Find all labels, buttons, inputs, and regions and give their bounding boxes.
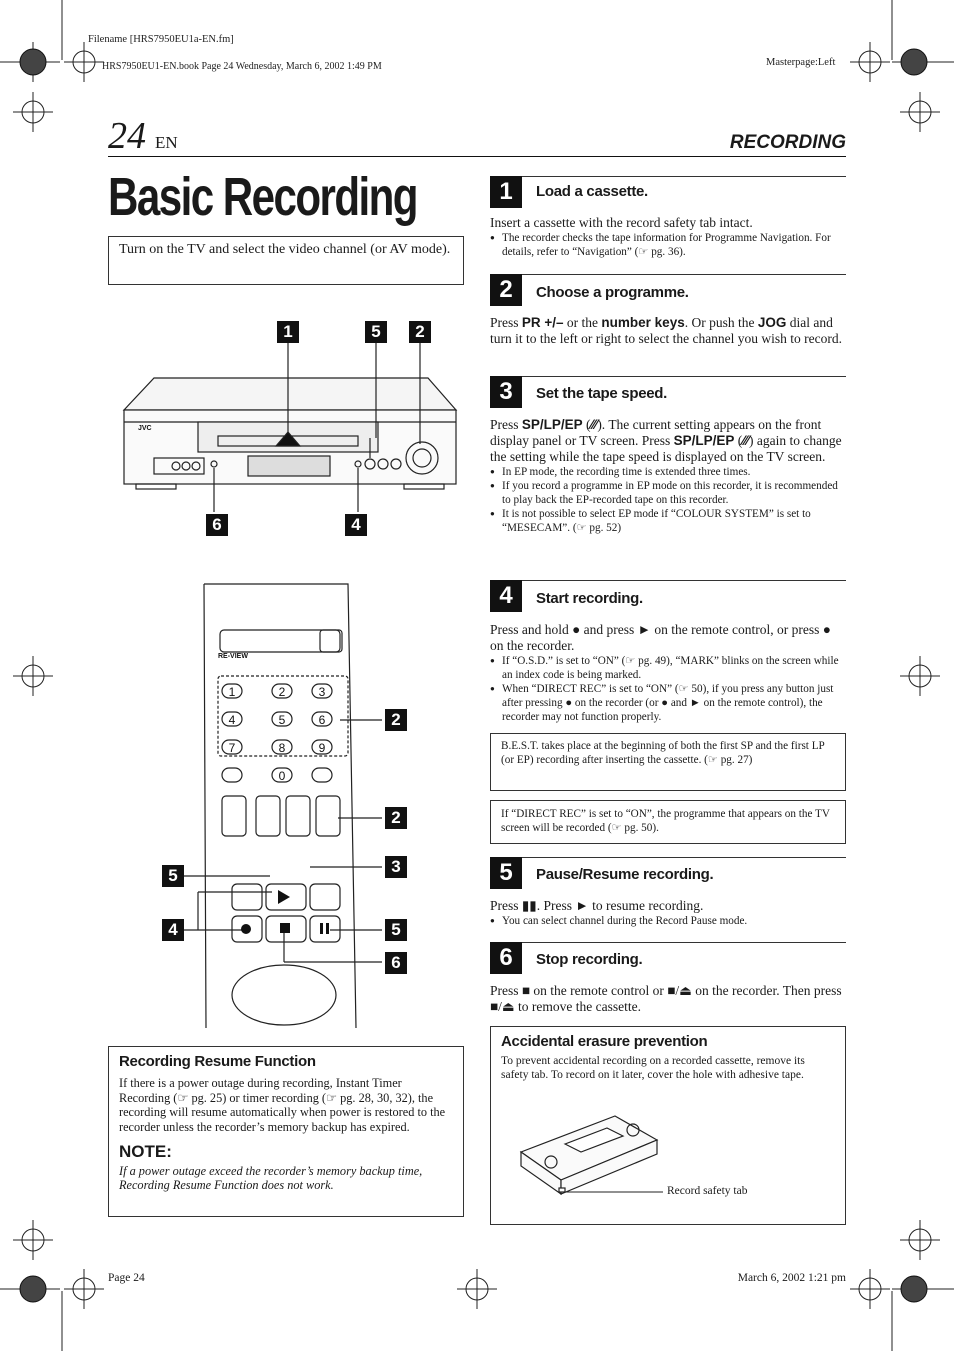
step-5-bullet-1: ● You can select channel during the Record Pause mode. xyxy=(490,914,846,928)
step-3-rule xyxy=(490,376,846,377)
note-text: If a power outage exceed the recorder’s memory backup time, Recording Resume Function does not work. xyxy=(119,1164,423,1192)
step-1-rule xyxy=(490,176,846,177)
step-3-bullet-1: ● In EP mode, the recording time is extended three times. xyxy=(490,465,846,479)
step-4-bullet-2: ● When “DIRECT REC” is set to “ON” (☞ 50), if you press any button just after pressing ● on the recorder (or ● and ► on the remote control), the recorder may not function properly. xyxy=(490,682,846,724)
remote-callout-2b: 2 xyxy=(385,807,407,829)
step-3-body: Press SP/LP/EP (⁄⁄⁄). The current setting appears on the front display panel or TV screen. Press SP/LP/EP (⁄⁄⁄) again to change the setting while the tape speed is displayed on the TV screen. xyxy=(490,417,842,464)
remote-callout-5b: 5 xyxy=(385,919,407,941)
step-6-badge: 6 xyxy=(490,942,522,974)
key-2: 2 xyxy=(278,685,286,699)
step-3-content xyxy=(490,417,846,535)
resume-body: If there is a power outage during recording, Instant Timer Recording (☞ pg. 25) or timer recording (☞ pg. 28, 30, 32), the recording will resume automatically when power is restored to the recorder unless the recorder’s memory backup has expired. xyxy=(119,1076,446,1134)
step-2-body: Press PR +/– or the number keys. Or push the JOG dial and turn it to the left or right to select the channel you wish to record. xyxy=(490,315,843,346)
direct-rec-note-box xyxy=(490,800,846,844)
key-3: 3 xyxy=(318,685,326,699)
step-6-rule xyxy=(490,942,846,943)
step-5-badge: 5 xyxy=(490,857,522,889)
section-title: RECORDING xyxy=(729,132,846,153)
page-number: 24 xyxy=(108,115,146,157)
record-safety-tab-label: Record safety tab xyxy=(667,1185,748,1197)
remote-review-label: RE-VIEW xyxy=(218,653,248,660)
intro-box xyxy=(108,236,464,285)
recorder-callout-2: 2 xyxy=(409,321,431,343)
step-6-title: Stop recording. xyxy=(536,951,643,968)
page-title: Basic Recording xyxy=(108,167,417,227)
step-4-badge: 4 xyxy=(490,580,522,612)
step-4-content xyxy=(490,622,846,724)
step-3-badge: 3 xyxy=(490,376,522,408)
remote-callout-6: 6 xyxy=(385,952,407,974)
remote-callout-2a: 2 xyxy=(385,709,407,731)
remote-callout-3: 3 xyxy=(385,856,407,878)
direct-rec-note-text: If “DIRECT REC” is set to “ON”, the programme that appears on the TV screen will be recorded (☞ pg. 50). xyxy=(501,808,830,834)
step-5-body: Press ▮▮. Press ► to resume recording. xyxy=(490,898,704,913)
header-rule xyxy=(108,156,846,157)
key-9: 9 xyxy=(318,741,326,755)
masterpage: Masterpage:Left xyxy=(766,57,836,68)
step-1-badge: 1 xyxy=(490,176,522,208)
key-6: 6 xyxy=(318,713,326,727)
erasure-body: To prevent accidental recording on a recorded cassette, remove its safety tab. To record on it later, cover the hole with adhesive tape. xyxy=(501,1055,805,1081)
step-4-title: Start recording. xyxy=(536,590,643,607)
brand-text: JVC xyxy=(138,425,152,432)
recorder-callout-6: 6 xyxy=(206,514,228,536)
best-note-text: B.E.S.T. takes place at the beginning of both the first SP and the first LP (or EP) recording after inserting the cassette. (☞ pg. 27) xyxy=(501,740,825,766)
note-label: NOTE: xyxy=(119,1142,172,1161)
step-4-rule xyxy=(490,580,846,581)
step-5-content xyxy=(490,898,846,928)
footer-date: March 6, 2002 1:21 pm xyxy=(737,1272,846,1284)
step-4-body: Press and hold ● and press ► on the remote control, or press ● on the recorder. xyxy=(490,622,831,653)
step-5-rule xyxy=(490,857,846,858)
step-5-title: Pause/Resume recording. xyxy=(536,866,714,883)
recorder-callout-4: 4 xyxy=(345,514,367,536)
remote-illustration xyxy=(160,580,410,1028)
remote-callout-5a: 5 xyxy=(162,865,184,887)
step-2-rule xyxy=(490,274,846,275)
intro-text: Turn on the TV and select the video channel (or AV mode). xyxy=(119,242,451,257)
resume-title: Recording Resume Function xyxy=(119,1053,316,1070)
step-1-body: Insert a cassette with the record safety tab intact. xyxy=(490,215,753,230)
key-1: 1 xyxy=(228,685,236,699)
cassette-illustration xyxy=(515,1108,665,1208)
step-1-title: Load a cassette. xyxy=(536,183,648,200)
key-0: 0 xyxy=(278,769,286,783)
vcr-illustration xyxy=(108,318,464,543)
best-note-box xyxy=(490,733,846,791)
key-7: 7 xyxy=(228,741,236,755)
step-2-badge: 2 xyxy=(490,274,522,306)
book-info: HRS7950EU1-EN.book Page 24 Wednesday, March 6, 2002 1:49 PM xyxy=(102,61,382,72)
recorder-callout-5: 5 xyxy=(365,321,387,343)
step-3-title: Set the tape speed. xyxy=(536,385,668,402)
footer-page: Page 24 xyxy=(108,1272,145,1284)
step-1-bullet-1: ● The recorder checks the tape information for Programme Navigation. For details, refer to “Navigation” (☞ pg. 36). xyxy=(490,231,846,259)
key-5: 5 xyxy=(278,713,286,727)
step-2-title: Choose a programme. xyxy=(536,284,689,301)
key-4: 4 xyxy=(228,713,236,727)
recorder-callout-1: 1 xyxy=(277,321,299,343)
filename: Filename [HRS7950EU1a-EN.fm] xyxy=(88,34,234,45)
remote-callout-4: 4 xyxy=(162,919,184,941)
resume-box xyxy=(108,1046,464,1217)
step-1-content xyxy=(490,215,846,259)
step-4-bullet-1: ● If “O.S.D.” is set to “ON” (☞ pg. 49), “MARK” blinks on the screen while an index code is being marked. xyxy=(490,654,846,682)
step-3-bullet-2: ● If you record a programme in EP mode on this recorder, it is recommended to play back the EP-recorded tape on this recorder. xyxy=(490,479,846,507)
key-8: 8 xyxy=(278,741,286,755)
step-6-body: Press ■ on the remote control or ■/⏏ on the recorder. Then press ■/⏏ to remove the cassette. xyxy=(490,983,842,1014)
page-lang: EN xyxy=(155,133,178,152)
step-3-bullet-3: ● It is not possible to select EP mode if “COLOUR SYSTEM” is set to “MESECAM”. (☞ pg. 52) xyxy=(490,507,846,535)
erasure-title: Accidental erasure prevention xyxy=(501,1033,708,1050)
